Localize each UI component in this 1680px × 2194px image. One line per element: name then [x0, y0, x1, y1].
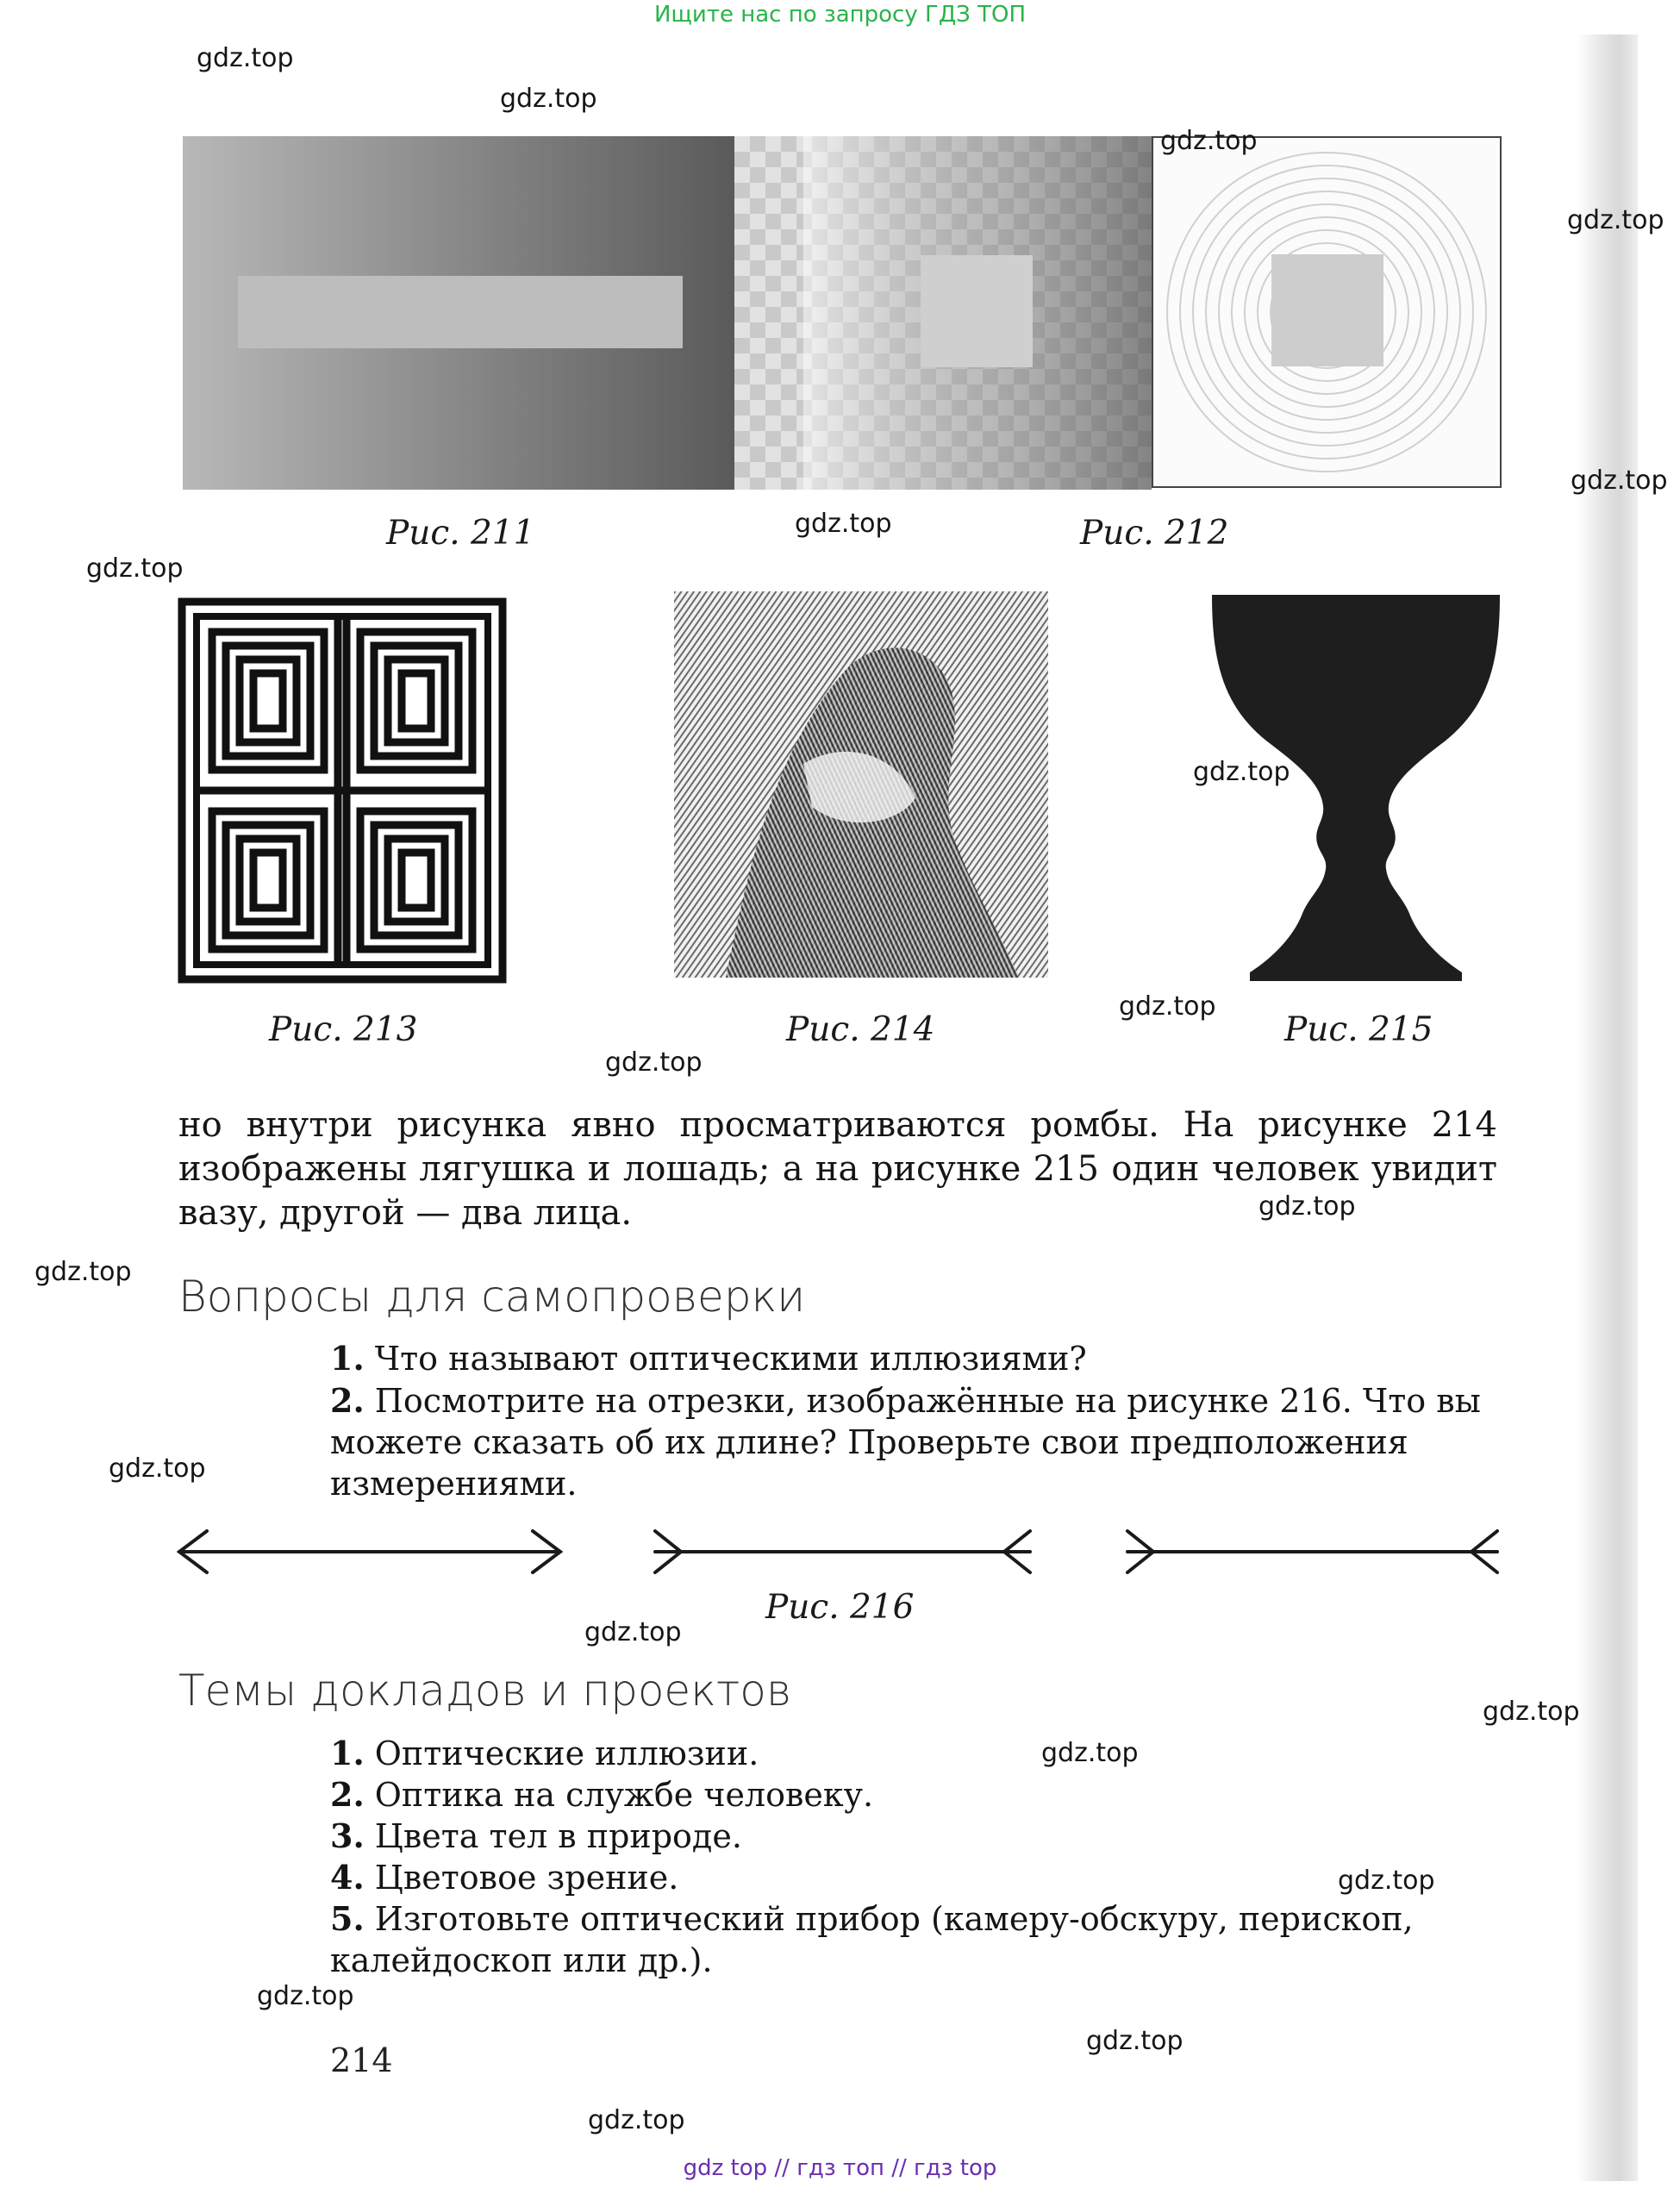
topic-number: 2.	[330, 1775, 365, 1814]
page-edge-shadow	[1577, 34, 1638, 2181]
figure-215	[1212, 595, 1500, 981]
topic-text: Цветовое зрение.	[374, 1859, 679, 1897]
topic-item	[330, 1733, 1498, 1774]
topic-text: Оптические иллюзии.	[374, 1735, 759, 1772]
watermark: gdz.top	[109, 1453, 206, 1484]
questions-heading: Вопросы для самопроверки	[178, 1272, 806, 1322]
figure-213	[178, 597, 507, 984]
topic-number: 5.	[330, 1899, 365, 1938]
caption-fig-216: Рис. 216	[765, 1588, 915, 1627]
figure-216	[172, 1526, 1504, 1578]
watermark: gdz.top	[1567, 205, 1664, 235]
topic-text: Изготовьте оптический прибор (камеру-обскуру, перископ, калейдоскоп или др.).	[330, 1900, 1414, 1979]
question-text: Что называют оптическими иллюзиями?	[374, 1340, 1087, 1378]
topic-number: 1.	[330, 1734, 365, 1772]
question-number: 1.	[330, 1339, 365, 1378]
body-paragraph: но внутри рисунка явно просматриваются ромбы. На рисунке 214 изображены лягушка и лошадь; а на рисунке 215 один человек увидит вазу, другой — два лица.	[178, 1105, 1497, 1233]
watermark: gdz.top	[500, 84, 597, 114]
question-item	[330, 1338, 1498, 1379]
caption-fig-214: Рис. 214	[786, 1010, 935, 1049]
topics-heading: Темы докладов и проектов	[178, 1666, 792, 1716]
topic-number: 3.	[330, 1816, 365, 1855]
watermark: gdz.top	[197, 43, 294, 73]
caption-fig-213: Рис. 213	[269, 1010, 418, 1049]
topic-text: Цвета тел в природе.	[374, 1817, 742, 1855]
figure-212-right	[1152, 136, 1502, 488]
watermark: gdz.top	[1119, 991, 1216, 1022]
caption-fig-215: Рис. 215	[1284, 1010, 1433, 1049]
figure-211	[183, 136, 734, 490]
question-number: 2.	[330, 1381, 365, 1420]
topic-item	[330, 1816, 1498, 1857]
topic-text: Оптика на службе человеку.	[374, 1776, 874, 1814]
watermark: gdz.top	[257, 1981, 354, 2011]
watermark: gdz.top	[1258, 1191, 1356, 1222]
watermark: gdz.top	[1193, 757, 1290, 787]
watermark: gdz.top	[86, 553, 184, 584]
watermark: gdz.top	[34, 1257, 132, 1287]
figure-214	[674, 591, 1048, 978]
watermark: gdz.top	[588, 2105, 685, 2135]
watermark: gdz.top	[1483, 1697, 1580, 1727]
topic-item	[330, 1774, 1498, 1816]
caption-fig-211: Рис. 211	[386, 514, 535, 553]
watermark: gdz.top	[584, 1617, 682, 1647]
watermark: gdz.top	[1041, 1738, 1139, 1768]
topics-list	[330, 1733, 1498, 1981]
search-banner[interactable]: Ищите нас по запросу ГДЗ ТОП	[653, 2, 1027, 28]
page-number: 214	[330, 2041, 393, 2079]
question-text: Посмотрите на отрезки, изображённые на рисунке 216. Что вы можете сказать об их длине? Проверьте свои предположения измерениями.	[330, 1382, 1481, 1503]
topic-item	[330, 1898, 1498, 1981]
question-item	[330, 1380, 1498, 1504]
topic-number: 4.	[330, 1858, 365, 1897]
watermark: gdz.top	[1160, 126, 1258, 156]
watermark: gdz.top	[1571, 466, 1668, 496]
watermark: gdz.top	[1338, 1866, 1435, 1896]
watermark: gdz.top	[1086, 2026, 1183, 2056]
watermark: gdz.top	[605, 1047, 703, 1078]
figure-212-left	[734, 136, 1152, 490]
topic-item	[330, 1857, 1498, 1898]
watermark: gdz.top	[795, 509, 892, 539]
caption-fig-212: Рис. 212	[1080, 514, 1229, 553]
footer-links[interactable]: gdz top // гдз топ // гдз top	[683, 2155, 997, 2181]
questions-list	[330, 1338, 1498, 1504]
